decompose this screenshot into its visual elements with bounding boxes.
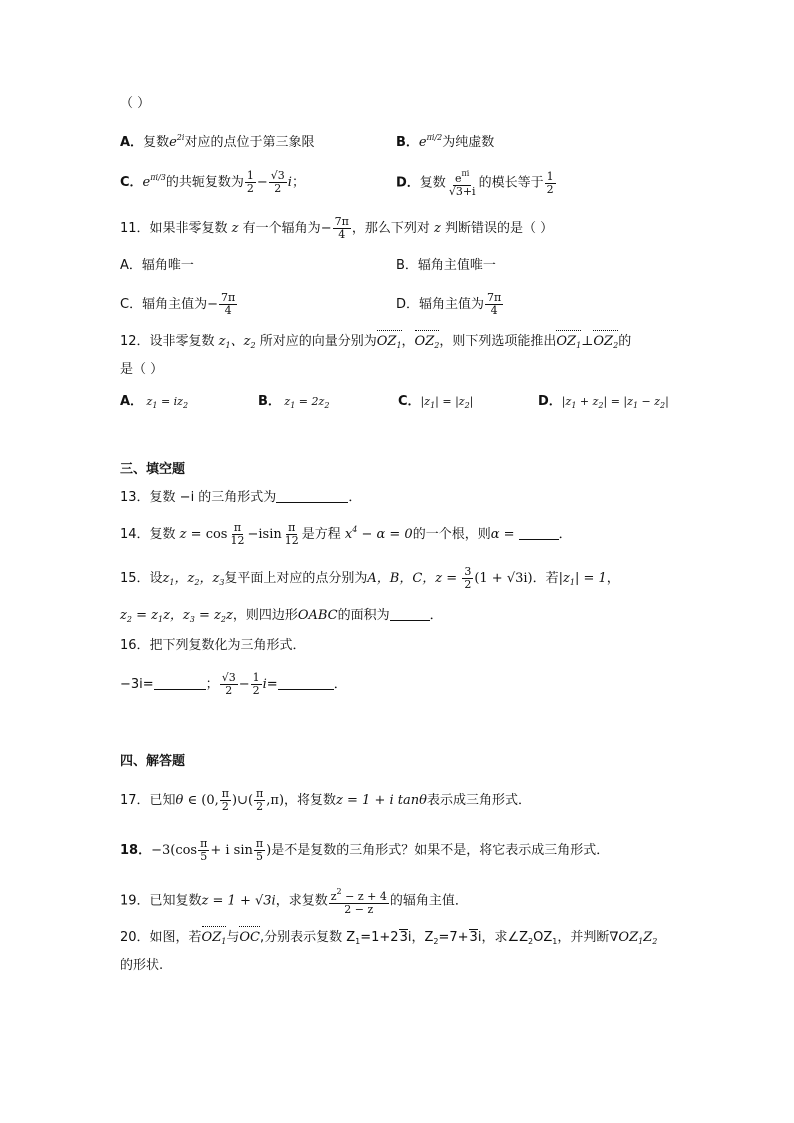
q12-stem-line1: 12．设非零复数 $z_1$、$z_2$ 所对应的向量分别为$OZ_1$，$OZ_2$，则下列选项能推出$OZ_1\perp OZ_2$的: [120, 332, 631, 356]
q11-option-a: A．辐角唯一: [120, 258, 194, 273]
q12-option-a: A． $z_1 = iz_2$: [120, 394, 189, 410]
q18: 18．−3(cos $\frac{\pi}{5}$ + i sin $\frac{\pi}{5}$ )是不是复数的三角形式？如果不是，将它表示成三角形式．: [120, 837, 610, 863]
q10-option-b: B．$e^{\pi i/2}$为纯虚数: [396, 133, 495, 150]
q10-option-d: D．复数 $\frac{e^{\pi i}}{√3+i}$ 的模长等于 $\frac{1}{2}$: [396, 169, 554, 198]
q16-line1: 16．把下列复数化为三角形式．: [120, 638, 306, 653]
q10-paren: （ ）: [120, 96, 151, 111]
q11-option-d: D．辐角主值为 $\frac{7\pi}{4}$: [396, 291, 502, 317]
q10-option-a: A．复数$e^{2i}$对应的点位于第三象限: [120, 133, 315, 150]
q13: 13．复数 −i 的三角形式为 ．: [120, 490, 362, 505]
section-3-heading: 三、填空题: [120, 462, 186, 477]
q12-option-b: B． $z_1 = 2z_2$: [258, 394, 330, 410]
q11-stem: 11．如果非零复数 z 有一个辐角为− $\frac{7\pi}{4}$ ，那么下列对 z 判断错误的是（ ）: [120, 215, 554, 241]
q11-option-b: B．辐角主值唯一: [396, 258, 496, 273]
q19: 19．已知复数z = 1 + √3i，求复数 $\frac{z^2 - z + 4}{2 - z}$ 的辐角主值．: [120, 887, 468, 916]
q20-line2: 的形状.: [120, 958, 164, 973]
q17: 17．已知θ ∈ (0, $\frac{\pi}{2}$ )∪( $\frac{\pi}{2}$ ,π)，将复数z = 1 + i tanθ表示成三角形式．: [120, 787, 531, 813]
section-4-heading: 四、解答题: [120, 754, 186, 769]
q12-option-d: D．$|z_1 + z_2| = |z_1 - z_2|$: [538, 394, 669, 410]
q10-option-c: C．$e^{\pi i/3}$的共轭复数为 $\frac{1}{2}$ − $\frac{√3}{2}$ i；: [120, 169, 305, 195]
q15-line2: $z_2 = z_1z$，$z_3 = z_2z$，则四边形OABC的面积为 ．: [120, 608, 443, 624]
q11-option-c: C．辐角主值为− $\frac{7\pi}{4}$: [120, 291, 236, 317]
q12-stem-line2: 是（ ）: [120, 362, 164, 377]
q15-line1: 15．设$z_1$，$z_2$，$z_3$复平面上对应的点分别为A，B，C，z = $\frac{3}{2}$ (1 + √3i)．若$|z_1| = 1$，: [120, 565, 620, 591]
q20-line1: 20．如图，若$OZ_1$与OC,分别表示复数 $Z_1=1+23i$，$Z_2=7+3i$，求$\angle Z_2OZ_1$，并判断$\nabla OZ_1Z_2$: [120, 928, 657, 952]
q12-option-c: C．$|z_1| = |z_2|$: [398, 394, 474, 410]
q14: 14．复数 z = cos $\frac{\pi}{12}$ −isin $\frac{\pi}{12}$ 是方程 $x^4 - \alpha = 0$的一个根，则α = ．: [120, 521, 572, 547]
q16-line2: −3i= ； $\frac{√3}{2}$ − $\frac{1}{2}$ i= ．: [120, 671, 347, 697]
